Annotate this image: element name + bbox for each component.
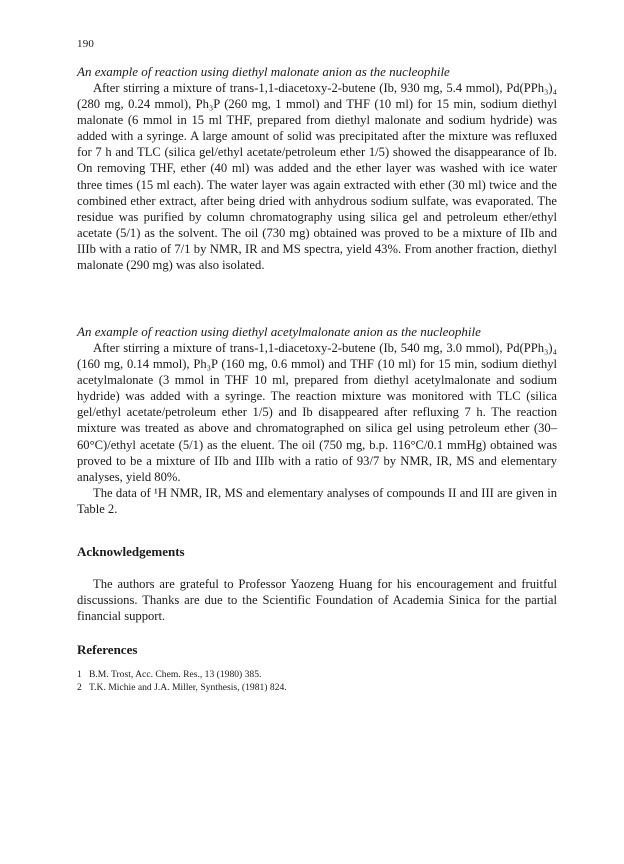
references-section [77, 642, 557, 694]
section-diethyl-malonate [77, 64, 557, 273]
reference-number: 2 [77, 682, 82, 693]
reference-item [77, 668, 557, 681]
reference-text: T.K. Michie and J.A. Miller, Synthesis, (1981) 824. [89, 682, 287, 693]
reference-text: B.M. Trost, Acc. Chem. Res., 13 (1980) 385. [89, 669, 262, 680]
table-reference-paragraph: The data of ¹H NMR, IR, MS and elementary analyses of compounds II and III are given in Table 2. [77, 485, 557, 516]
references-title: References [77, 642, 138, 657]
reference-item [77, 681, 557, 694]
acknowledgements-title: Acknowledgements [77, 544, 185, 559]
section-heading: An example of reaction using diethyl malonate anion as the nucleophile [77, 64, 450, 79]
procedure-paragraph: After stirring a mixture of trans-1,1-diacetoxy-2-butene (Ib, 540 mg, 3.0 mmol), Pd(PPh₃)₄ (160 mg, 0.14 mmol), Ph₃P (160 mg, 0.6 mmol) and THF (10 ml) for 15 min, sodium diethyl acetylmalonate (3 mmol in THF 10 ml, prepared from diethyl acetylmalonate and sodium hydride) was added with a syringe. The reaction mixture was monitored with TLC (silica gel/ethyl acetate/petroleum ether 1/5) and Ib disappeared after refluxing 7 h. The reaction mixture was treated as above and chromatographed on silica gel using petroleum ether (30–60°C)/ethyl acetate (5/1) as the eluent. The oil (750 mg, b.p. 116°C/0.1 mmHg) obtained was proved to be a mixture of IIb and IIIb with a ratio of 93/7 by NMR, IR, MS and elementary analyses, yield 80%. [77, 341, 557, 484]
acknowledgements-section [77, 544, 557, 624]
procedure-paragraph: After stirring a mixture of trans-1,1-diacetoxy-2-butene (Ib, 930 mg, 5.4 mmol), Pd(PPh₃)₄ (280 mg, 0.24 mmol), Ph₃P (260 mg, 1 mmol) and THF (10 ml) for 15 min, sodium diethyl malonate (6 mmol in 15 ml THF, prepared from diethyl malonate and sodium hydride) was added with a syringe. A large amount of solid was precipitated after the mixture was refluxed for 7 h and TLC (silica gel/ethyl acetate/petroleum ether 1/5) showed the disappearance of Ib. On removing THF, ether (40 ml) was added and the ether layer was washed with ice water three times (15 ml each). The water layer was again extracted with ether (30 ml) twice and the combined ether extract, after being dried with anhydrous sodium sulfate, was evaporated. The residue was purified by column chromatography using silica gel and petroleum ether/ethyl acetate (5/1) as the solvent. The oil (730 mg) obtained was proved to be a mixture of IIb and IIIb with a ratio of 7/1 by NMR, IR and MS spectra, yield 43%. From another fraction, diethyl malonate (290 mg) was also isolated. [77, 81, 557, 273]
reference-number: 1 [77, 669, 82, 680]
section-heading: An example of reaction using diethyl acetylmalonate anion as the nucleophile [77, 324, 481, 339]
reference-list [77, 668, 557, 694]
page-number: 190 [77, 38, 95, 50]
acknowledgements-text: The authors are grateful to Professor Yaozeng Huang for his encouragement and fruitful discussions. Thanks are due to the Scientific Foundation of Academia Sinica for the partial financial support. [77, 577, 557, 624]
section-diethyl-acetylmalonate [77, 324, 557, 517]
